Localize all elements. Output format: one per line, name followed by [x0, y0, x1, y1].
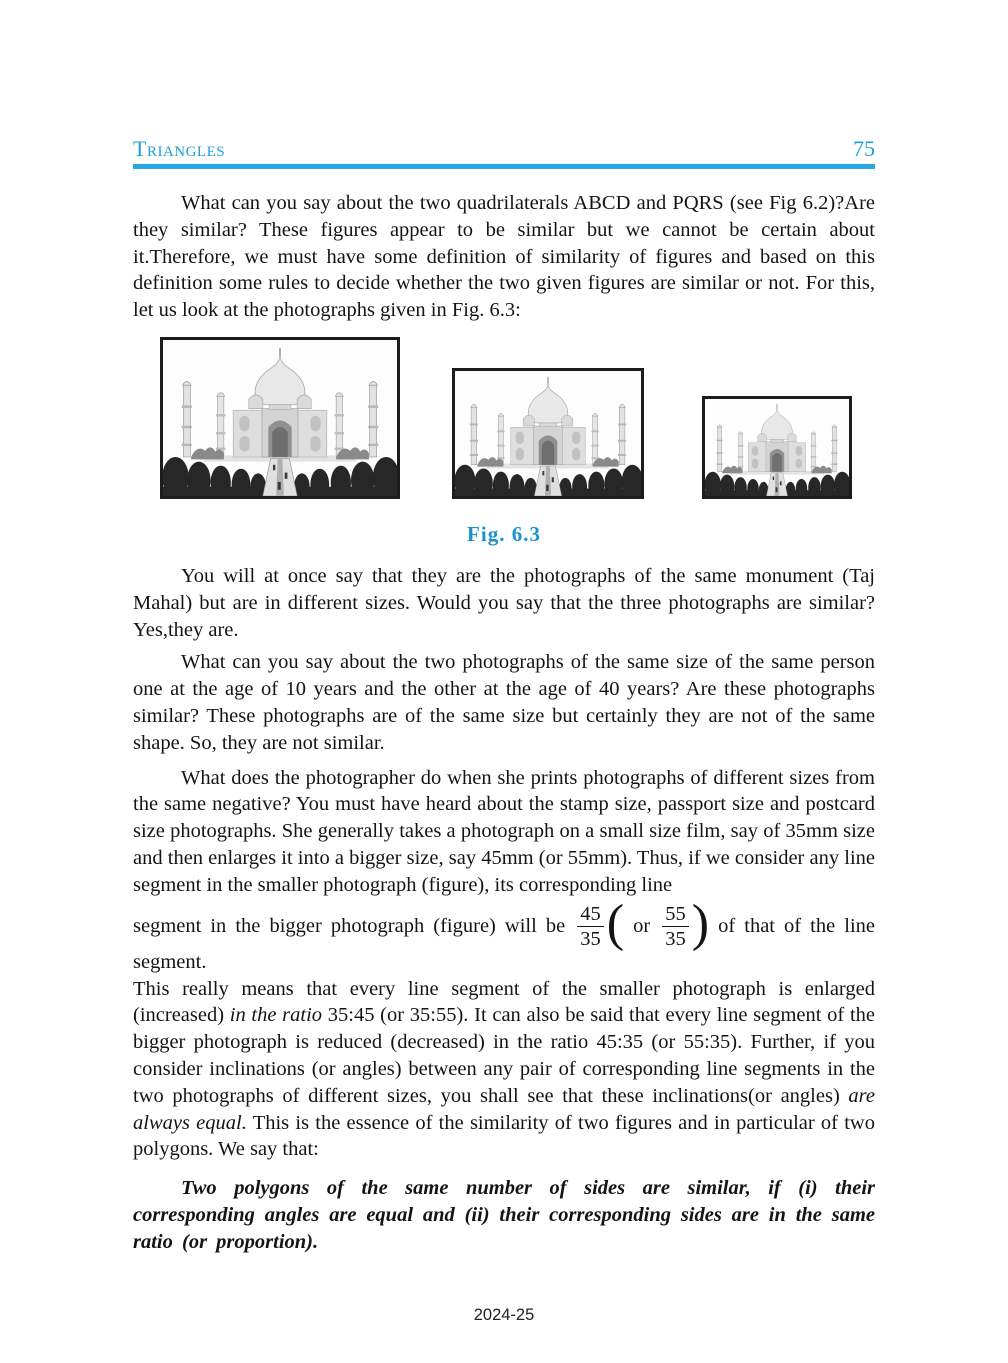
paragraph-intro-quadrilaterals: What can you say about the two quadrilaterals ABCD and PQRS (see Fig 6.2)?Are they similar? These figures appear to be similar but we cannot be certain about it.Therefore, we must have some definition of similarity of figures and based on this definition some rules to decide whether the two given figures are similar or not. For this, let us look at the photographs given in Fig. 6.3:: [133, 192, 875, 322]
taj-mahal-photo-small: [702, 396, 852, 499]
paragraph-fraction-line: segment in the bigger photograph (figure) will be $\frac{45}{35}$ ( or $\frac{55}{35}$ ) of that of the line segment.: [133, 894, 876, 973]
fraction-45-over-35: [577, 903, 604, 951]
fraction-numerator: 45: [577, 903, 604, 928]
taj-mahal-illustration-medium: [455, 371, 641, 496]
fraction-denominator: 35: [665, 928, 686, 951]
taj-mahal-photo-medium: [452, 368, 644, 499]
chapter-title: Triangles: [133, 136, 226, 161]
paragraph-two-photographs-age: What can you say about the two photographs of the same size of the same person one at the age of 10 years and the other at the age of 40 years? Are these photographs similar? These photographs are of the same size but certainly they are not of the same shape. So, they are not similar.: [133, 651, 875, 754]
page-number: 75: [853, 136, 875, 161]
fraction-55-over-35: [662, 903, 689, 951]
fraction-line-prefix: segment in the bigger photograph (figure) will be: [133, 914, 566, 937]
paragraph-photographer-sizes: What does the photographer do when she prints photographs of different sizes from the same negative? You must have heard about the stamp size, passport size and postcard size photographs. She generally takes a photograph on a small size film, say of 35mm size and then enlarges it into a bigger size, say 45mm (or 55mm). Thus, if we consider any line segment in the smaller photograph (figure), its corresponding line: [133, 766, 875, 896]
taj-mahal-illustration-large: [163, 340, 397, 496]
figure-photo-row: [133, 337, 875, 499]
paragraph-same-monument: You will at once say that they are the photographs of the same monument (Taj Mahal) but are in different sizes. Would you say that the three photographs are similar? Yes,they are.: [133, 564, 875, 641]
taj-mahal-photo-large: [160, 337, 400, 499]
edition-label: 2024-25: [473, 1305, 535, 1324]
fraction-line-suffix: of that of the line segment.: [133, 914, 876, 973]
fraction-numerator: 55: [662, 903, 689, 928]
fraction-denominator: 35: [580, 928, 601, 951]
figure-caption: Fig. 6.3: [467, 521, 541, 546]
taj-mahal-illustration-small: [705, 399, 849, 496]
paragraph-similarity-definition: Two polygons of the same number of sides are similar, if (i) their corresponding angles are equal and (ii) their corresponding sides are in the same ratio (or proportion).: [133, 1177, 875, 1253]
paragraph-ratio-explanation: This really means that every line segment of the smaller photograph is enlarged (increased) in the ratio 35:45 (or 35:55). It can also be said that every line segment of the bigger photograph is reduced (decreased) in the ratio 45:35 (or 55:35). Further, if you consider inclinations (or angles) between any pair of corresponding line segments in the two photographs of different sizes, you shall see that these inclinations(or angles) are always equal. This is the essence of the similarity of two figures and in particular of two polygons. We say that:: [133, 977, 875, 1161]
or-label: or: [633, 914, 651, 937]
page-header: [133, 138, 875, 169]
